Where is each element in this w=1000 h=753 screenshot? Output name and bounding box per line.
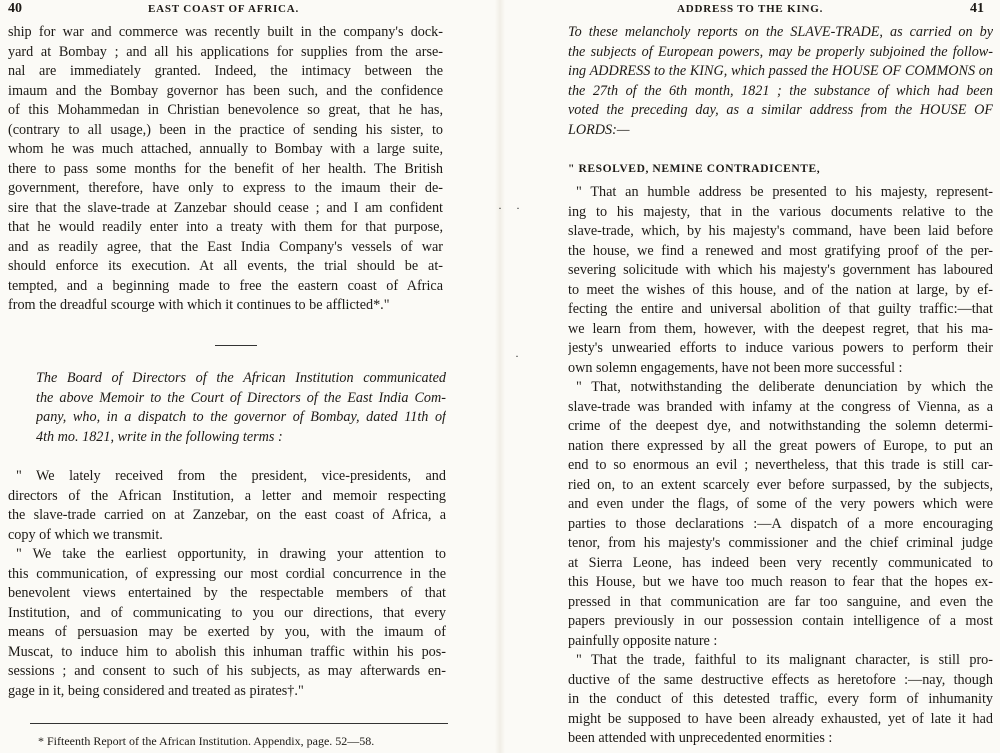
text-line: (contrary to all usage,) been in the practice of sending his sister, to bbox=[8, 121, 443, 138]
text-line: directors of the African Institution, a letter and memoir respecting bbox=[8, 487, 446, 504]
page-speck: · bbox=[516, 201, 520, 215]
text-line: sire that the slave-trade at Zanzebar should cease ; and I am confident bbox=[8, 199, 443, 216]
text-line: in the conduct of this detested traffic, every form of inhumanity bbox=[568, 691, 993, 707]
page-speck: · bbox=[515, 349, 519, 363]
right-paragraph-2 bbox=[568, 378, 993, 651]
text-line: fecting the entire and universal abolition of that guilty traffic:—that bbox=[568, 301, 993, 317]
text-line: nation there expressed by all the great powers of Europe, to put an bbox=[568, 437, 993, 454]
text-line: there to pass some months for the benefit of her health. The British bbox=[8, 160, 443, 177]
text-line: jesty's unwearied efforts to induce various powers to perform their bbox=[568, 340, 993, 356]
text-line: we learn from them, however, with the deepest regret, that his ma- bbox=[568, 320, 993, 337]
text-line: " That the trade, faithful to its malignant character, is still pro- bbox=[576, 652, 993, 668]
left-paragraph-2 bbox=[8, 467, 446, 545]
text-line: the 27th of the 6th month, 1821 ; the substance of which had been bbox=[568, 82, 993, 99]
right-paragraph-3 bbox=[568, 651, 993, 749]
text-line: crime of the deepest dye, and notwithstanding the solemn determi- bbox=[568, 418, 993, 434]
text-line: the above Memoir to the Court of Directors of the East India Com- bbox=[36, 389, 446, 406]
text-line: slave-trade, which, by his majesty's command, have been laid before bbox=[568, 223, 993, 239]
text-line: " That, notwithstanding the deliberate denunciation by which the bbox=[576, 379, 993, 395]
text-line: from the dreadful scourge with which it continues to be afflicted*." bbox=[8, 297, 390, 313]
resolution-heading bbox=[568, 160, 993, 180]
text-line: severing solicitude with which his majesty's government has laboured bbox=[568, 262, 993, 278]
text-line: of this Mohammedan in Christian benevolence so great, that he has, bbox=[8, 102, 443, 118]
text-line: ing ADDRESS to the KING, which passed the HOUSE OF COMMONS on bbox=[568, 63, 993, 79]
left-paragraph-1 bbox=[8, 23, 443, 316]
text-line: tenor, from his majesty's commissioner and the chief criminal judge bbox=[568, 535, 993, 551]
text-line: should enforce its execution. At all events, the trial should be at- bbox=[8, 258, 443, 274]
text-line: might be supposed to have been already exhausted, yet of late it had bbox=[568, 710, 993, 727]
text-line: ried on, to an extent scarcely ever before surpassed, by the subjects, bbox=[568, 476, 993, 493]
italic-introduction bbox=[36, 369, 446, 447]
text-line: and as readily agree, that the East India Company's vessels of war bbox=[8, 238, 443, 255]
text-line: papers previously in our possession contain intelligence of a most bbox=[568, 613, 993, 629]
text-line: tempted, and a beginning made to free the eastern coast of Africa bbox=[8, 277, 443, 294]
text-line: this House, but we have too much reason to fear that the hopes ex- bbox=[568, 574, 993, 590]
text-line: end to so enormous an evil ; nevertheless, that this trade is still car- bbox=[568, 457, 993, 473]
running-head: ADDRESS TO THE KING. bbox=[677, 3, 824, 15]
text-line: LORDS:— bbox=[568, 121, 630, 138]
text-line: Institution, and of communicating to you our directions, that every bbox=[8, 604, 446, 621]
text-line: yard at Bombay ; and all his applications for supplies from the arse- bbox=[8, 43, 443, 60]
text-line: " We take the earliest opportunity, in drawing your attention to bbox=[16, 546, 446, 562]
text-line: slave-trade was branded with infamy at the congress of Vienna, as a bbox=[568, 398, 993, 415]
section-divider bbox=[215, 345, 257, 346]
text-line: sessions ; and consent to such of his subjects, as may afterwards en- bbox=[8, 663, 446, 679]
text-line: voted the preceding day, as a similar address from the HOUSE OF bbox=[568, 102, 993, 118]
text-line: whom he was much attached, annually to Bombay with a large suite, bbox=[8, 141, 443, 157]
footnote: * Fifteenth Report of the African Institution. Appendix, page. 52—58. bbox=[38, 734, 375, 748]
text-line: and even under the flags, of some of the very powers which were bbox=[568, 496, 993, 512]
text-line: gage in it, being considered and treated as pirates†." bbox=[8, 682, 304, 699]
text-line: that he would readily enter into a treaty with them for that purpose, bbox=[8, 219, 443, 235]
right-page bbox=[500, 0, 1000, 753]
text-line: The Board of Directors of the African Institution communicated bbox=[36, 370, 446, 386]
text-line: nal are immediately granted. Indeed, the intimacy between the bbox=[8, 63, 443, 79]
text-line: " We lately received from the president, vice-presidents, and bbox=[16, 468, 446, 484]
text-line: pany, who, in a dispatch to the governor of Bombay, dated 11th of bbox=[36, 409, 446, 425]
text-line: to meet the wishes of this house, and of the nation at large, by ef- bbox=[568, 281, 993, 298]
text-line: " That an humble address be presented to his majesty, represent- bbox=[576, 184, 993, 200]
text-line: ing to his majesty, that in the various documents relative to the bbox=[568, 203, 993, 220]
text-line: painfully opposite nature : bbox=[568, 632, 718, 649]
text-line: To these melancholy reports on the SLAVE-TRADE, as carried on by bbox=[568, 24, 993, 40]
text-line: the subjects of European powers, may be properly subjoined the follow- bbox=[568, 43, 993, 60]
text-line: the slave-trade carried on at Zanzebar, on the east coast of Africa, a bbox=[8, 507, 446, 523]
text-line: means of persuasion may be exerted by you, with the imaum of bbox=[8, 624, 446, 640]
text-line: government, therefore, have only to express to the imaum their de- bbox=[8, 180, 443, 196]
text-line: benevolent views entertained by the respectable members of that bbox=[8, 585, 446, 601]
footnote-rule bbox=[30, 723, 448, 724]
left-paragraph-3 bbox=[8, 545, 446, 701]
right-paragraph-1 bbox=[568, 183, 993, 378]
text-line: ductive of the same destructive effects as heretofore :—nay, though bbox=[568, 671, 993, 688]
text-line: the house, we find a renewed and most gratifying proof of the per- bbox=[568, 242, 993, 259]
page-number: 41 bbox=[970, 1, 984, 16]
text-line: been attended with unprecedented enormities : bbox=[568, 730, 833, 746]
text-line: at Sierra Leone, has indeed been very recently communicated to bbox=[568, 554, 993, 571]
text-line: own solemn engagements, have not been more successful : bbox=[568, 359, 903, 376]
text-line: 4th mo. 1821, write in the following terms : bbox=[36, 428, 283, 445]
page-speck: · bbox=[498, 201, 502, 215]
text-line: imaum and the Bombay governor has been such, and the confidence bbox=[8, 82, 443, 99]
text-line: " RESOLVED, NEMINE CONTRADICENTE, bbox=[568, 163, 821, 175]
text-line: this communication, of expressing our most cordial concurrence in the bbox=[8, 565, 446, 582]
text-line: parties to those declarations :—A dispatch of a more encouraging bbox=[568, 515, 993, 532]
page-number: 40 bbox=[8, 1, 22, 16]
running-head: EAST COAST OF AFRICA. bbox=[148, 3, 300, 15]
text-line: ship for war and commerce was recently built in the company's dock- bbox=[8, 24, 443, 40]
text-line: Muscat, to induce him to abolish this inhuman traffic within his pos- bbox=[8, 643, 446, 660]
text-line: copy of which we transmit. bbox=[8, 526, 163, 543]
italic-introduction bbox=[568, 23, 993, 140]
text-line: pressed in that communication are far too sanguine, and even the bbox=[568, 593, 993, 610]
